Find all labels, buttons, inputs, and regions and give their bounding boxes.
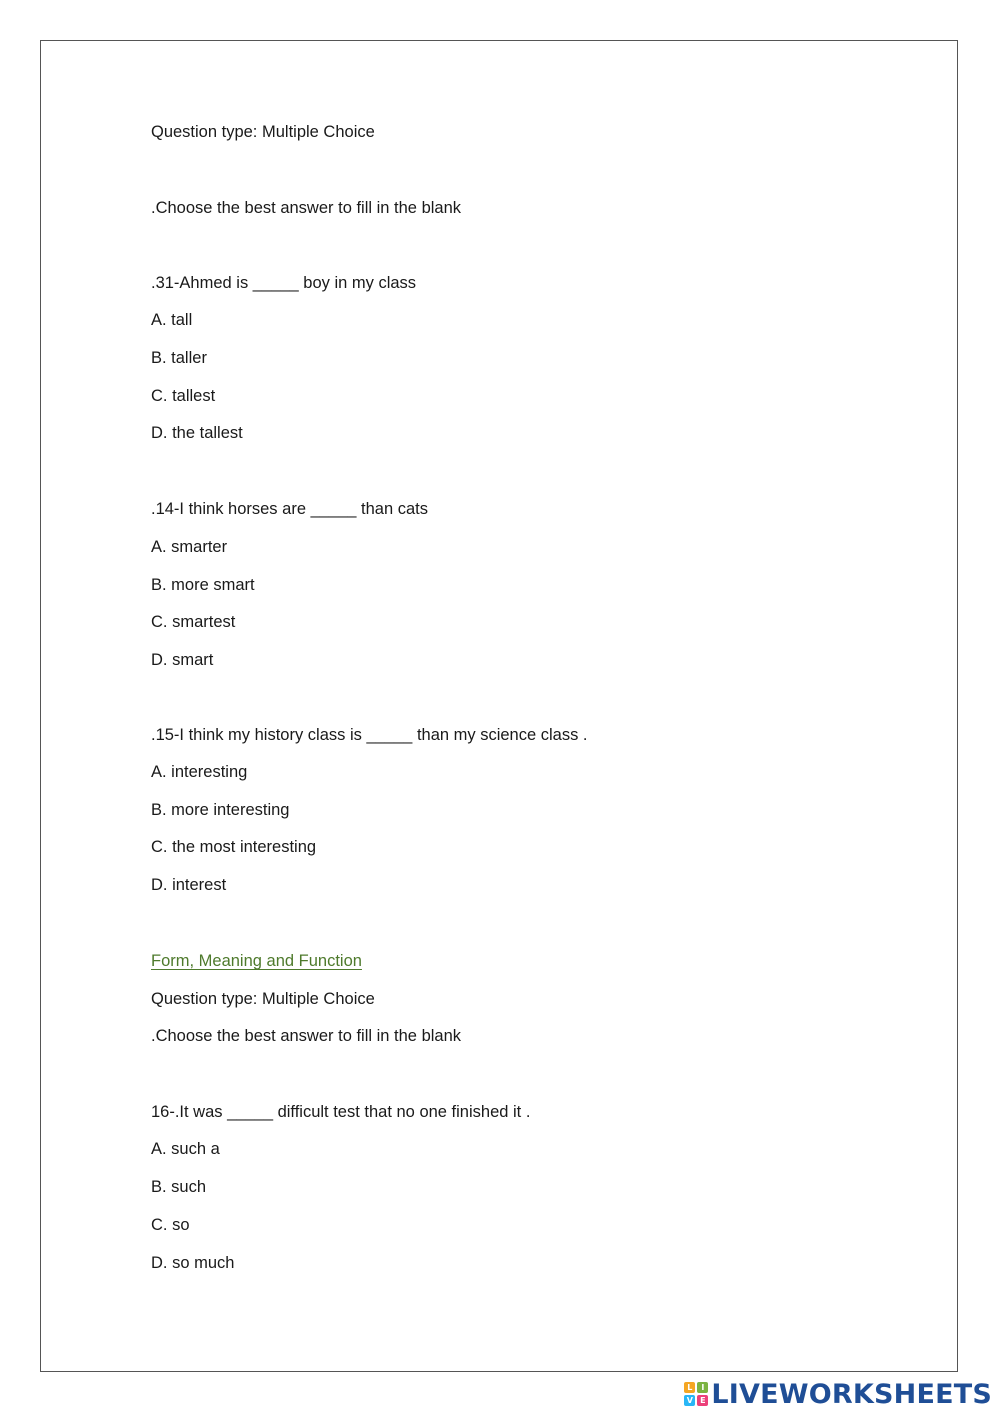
answer-option[interactable]: A. interesting bbox=[151, 763, 248, 781]
question-prompt: .15-I think my history class is _____ than my science class . bbox=[151, 726, 588, 744]
answer-option[interactable]: D. the tallest bbox=[151, 424, 243, 442]
answer-option[interactable]: B. more smart bbox=[151, 576, 255, 594]
question-prompt: .31-Ahmed is _____ boy in my class bbox=[151, 274, 417, 292]
answer-option[interactable]: A. tall bbox=[151, 311, 193, 329]
answer-option[interactable]: B. taller bbox=[151, 349, 207, 367]
answer-option[interactable]: A. such a bbox=[151, 1140, 220, 1158]
answer-option[interactable]: B. such bbox=[151, 1178, 207, 1196]
logo-tile: L bbox=[684, 1382, 695, 1393]
question-prompt: 16-.It was _____ difficult test that no one finished it . bbox=[151, 1103, 531, 1121]
answer-option[interactable]: A. smarter bbox=[151, 538, 228, 556]
question-type-label: Question type: Multiple Choice bbox=[151, 990, 375, 1008]
logo-tile: V bbox=[684, 1395, 695, 1406]
answer-option[interactable]: B. more interesting bbox=[151, 801, 290, 819]
worksheet-page-frame bbox=[40, 40, 958, 1372]
answer-option[interactable]: D. interest bbox=[151, 876, 227, 894]
section-title-link[interactable]: Form, Meaning and Function bbox=[151, 952, 362, 970]
answer-option[interactable]: C. the most interesting bbox=[151, 838, 317, 856]
logo-tile: E bbox=[697, 1395, 708, 1406]
question-prompt: .14-I think horses are _____ than cats bbox=[151, 500, 429, 518]
liveworksheets-logo-icon bbox=[684, 1382, 708, 1406]
answer-option[interactable]: C. smartest bbox=[151, 613, 236, 631]
answer-option[interactable]: C. so bbox=[151, 1216, 190, 1234]
answer-option[interactable]: C. tallest bbox=[151, 387, 216, 405]
liveworksheets-brand bbox=[684, 1377, 992, 1411]
liveworksheets-wordmark: LIVEWORKSHEETS bbox=[711, 1378, 992, 1410]
instruction-text: .Choose the best answer to fill in the blank bbox=[151, 1027, 462, 1045]
answer-option[interactable]: D. smart bbox=[151, 651, 214, 669]
instruction-text: .Choose the best answer to fill in the blank bbox=[151, 199, 462, 217]
logo-tile: I bbox=[697, 1382, 708, 1393]
question-type-label: Question type: Multiple Choice bbox=[151, 123, 375, 141]
answer-option[interactable]: D. so much bbox=[151, 1254, 235, 1272]
